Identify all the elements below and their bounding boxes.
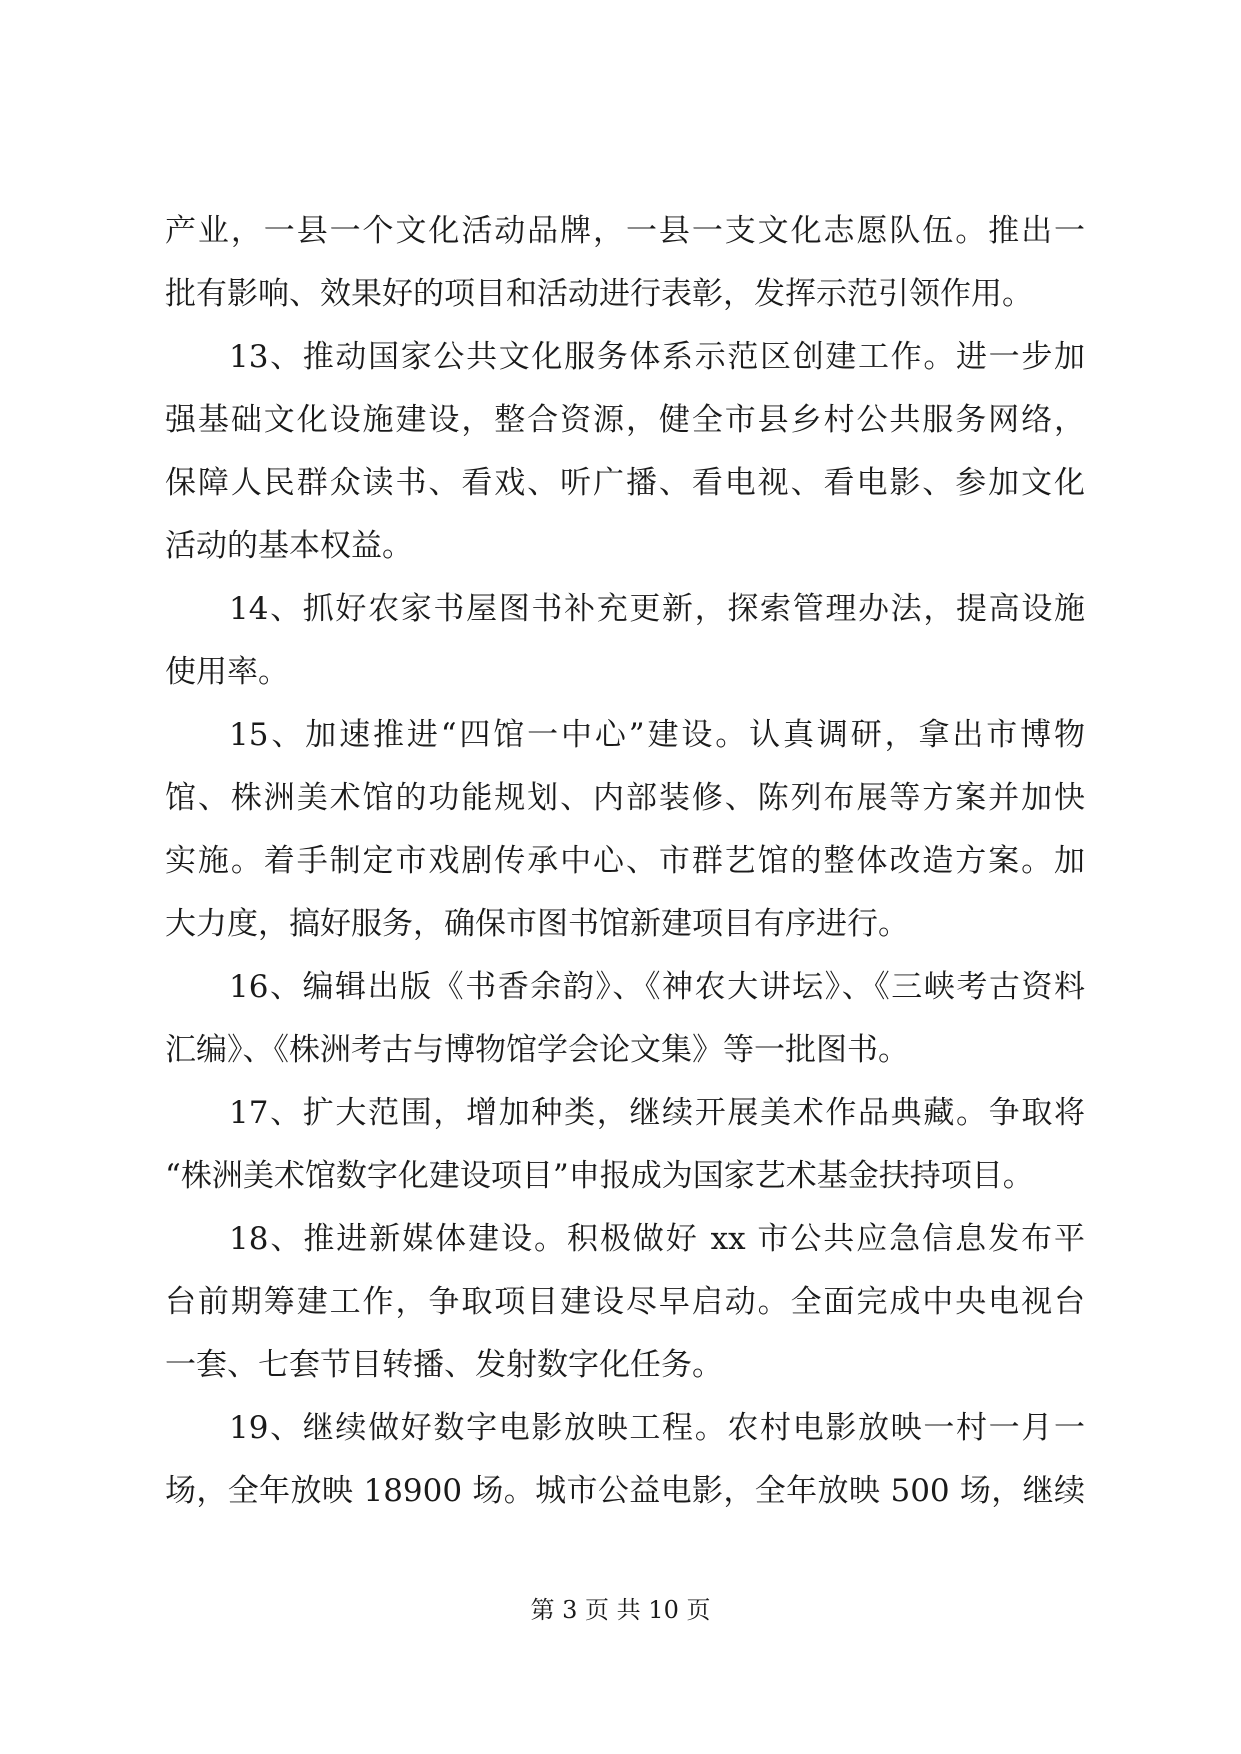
text-line: “株洲美术馆数字化建设项目”申报成为国家艺术基金扶持项目。 (165, 1158, 1034, 1194)
paragraph-14-line: 14、抓好农家书屋图书补充更新，探索管理办法，提高设施 (229, 591, 1085, 627)
text-line: 批有影响、效果好的项目和活动进行表彰，发挥示范引领作用。 (165, 276, 1033, 312)
page-footer: 第 3 页 共 10 页 (530, 1596, 711, 1624)
paragraph-15-line: 15、加速推进“四馆一中心”建设。认真调研，拿出市博物 (229, 717, 1085, 753)
paragraph-13-line: 13、推动国家公共文化服务体系示范区创建工作。进一步加 (229, 339, 1085, 375)
text-line: 活动的基本权益。 (165, 528, 413, 564)
document-body (165, 200, 1085, 1523)
text-line: 一套、七套节目转播、发射数字化任务。 (165, 1347, 723, 1383)
text-line: 强基础文化设施建设，整合资源，健全市县乡村公共服务网络， (165, 402, 1085, 438)
text-line: 馆、株洲美术馆的功能规划、内部装修、陈列布展等方案并加快 (165, 780, 1085, 816)
paragraph-17-line: 17、扩大范围，增加种类，继续开展美术作品典藏。争取将 (229, 1095, 1085, 1131)
text-line: 实施。着手制定市戏剧传承中心、市群艺馆的整体改造方案。加 (165, 843, 1085, 879)
text-line: 汇编》、《株洲考古与博物馆学会论文集》等一批图书。 (165, 1032, 909, 1068)
text-line: 大力度，搞好服务，确保市图书馆新建项目有序进行。 (165, 906, 909, 942)
paragraph-16-line: 16、编辑出版《书香余韵》、《神农大讲坛》、《三峡考古资料 (229, 969, 1085, 1005)
text-line: 场，全年放映 18900 场。城市公益电影，全年放映 500 场，继续 (165, 1473, 1085, 1509)
text-line: 保障人民群众读书、看戏、听广播、看电视、看电影、参加文化 (165, 465, 1085, 501)
paragraph-18-line: 18、推进新媒体建设。积极做好 xx 市公共应急信息发布平 (229, 1221, 1085, 1257)
text-line: 台前期筹建工作，争取项目建设尽早启动。全面完成中央电视台 (165, 1284, 1085, 1320)
text-line: 使用率。 (165, 654, 289, 690)
paragraph-19-line: 19、继续做好数字电影放映工程。农村电影放映一村一月一 (229, 1410, 1085, 1446)
text-line: 产业，一县一个文化活动品牌，一县一支文化志愿队伍。推出一 (165, 213, 1085, 249)
